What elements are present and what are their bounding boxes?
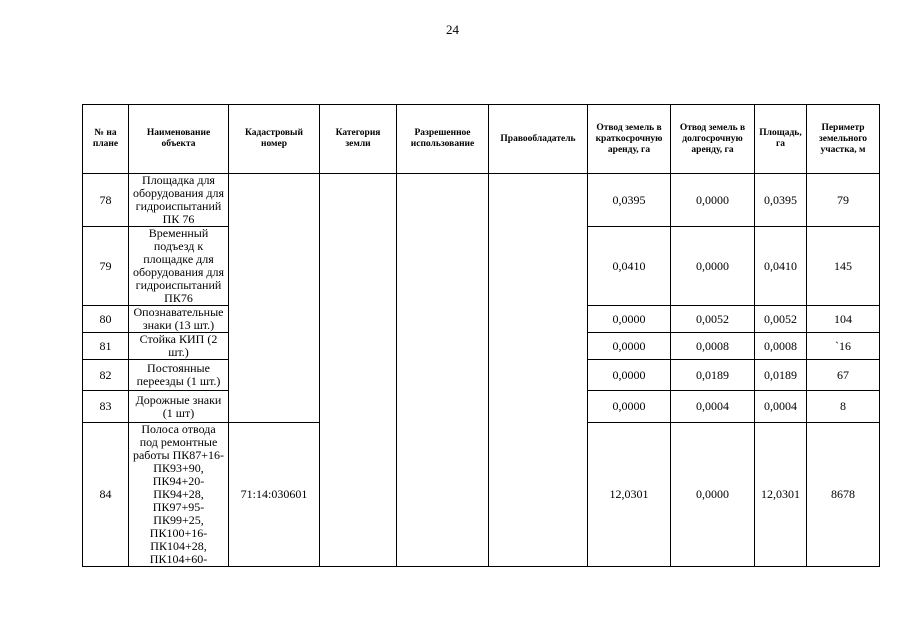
row-long-lease: 0,0004 [671,391,755,423]
header-permitted-use: Разрешенное использование [397,105,489,174]
row-area: 0,0052 [755,306,807,333]
row-short-lease: 0,0000 [588,333,671,360]
row-num: 79 [83,227,129,306]
row-short-lease: 12,0301 [588,423,671,567]
row-perimeter: 8678 [807,423,880,567]
row-long-lease: 0,0052 [671,306,755,333]
row-name: Опознавательные знаки (13 шт.) [129,306,229,333]
row-short-lease: 0,0410 [588,227,671,306]
permitted-use-cell [397,174,489,567]
row-name: Дорожные знаки (1 шт) [129,391,229,423]
row-perimeter: 79 [807,174,880,227]
row-area: 0,0008 [755,333,807,360]
row-num: 83 [83,391,129,423]
row-name: Площадка для оборудования для гидроиспытаний ПК 76 [129,174,229,227]
row-name: Полоса отвода под ремонтные работы ПК87+16-ПК93+90, ПК94+20-ПК94+28, ПК97+95-ПК99+25, ПК100+16-ПК104+28, ПК104+60- [129,423,229,567]
row-perimeter: 8 [807,391,880,423]
header-category: Категория земли [320,105,397,174]
row-perimeter: 145 [807,227,880,306]
row-short-lease: 0,0000 [588,360,671,391]
row-long-lease: 0,0000 [671,227,755,306]
row-long-lease: 0,0000 [671,423,755,567]
header-cadastral: Кадастровый номер [229,105,320,174]
header-perimeter: Периметр земельного участка, м [807,105,880,174]
row-perimeter: 104 [807,306,880,333]
owner-cell [489,174,588,567]
land-allocation-table [82,104,880,567]
row-long-lease: 0,0008 [671,333,755,360]
row-area: 0,0410 [755,227,807,306]
row-perimeter: 67 [807,360,880,391]
cadastral-cell [229,174,320,423]
row-perimeter: `16 [807,333,880,360]
row-short-lease: 0,0000 [588,306,671,333]
row-num: 82 [83,360,129,391]
row-long-lease: 0,0189 [671,360,755,391]
table-header-row [83,105,880,174]
row-num: 78 [83,174,129,227]
row-area: 0,0004 [755,391,807,423]
category-cell [320,174,397,567]
table-row [83,174,880,227]
row-num: 84 [83,423,129,567]
row-short-lease: 0,0000 [588,391,671,423]
header-name: Наименование объекта [129,105,229,174]
row-short-lease: 0,0395 [588,174,671,227]
row-name: Стойка КИП (2 шт.) [129,333,229,360]
row-name: Временный подъезд к площадке для оборудования для гидроиспытаний ПК76 [129,227,229,306]
row-num: 81 [83,333,129,360]
row-area: 0,0395 [755,174,807,227]
header-owner: Правообладатель [489,105,588,174]
header-num: № на плане [83,105,129,174]
row-area: 0,0189 [755,360,807,391]
row-area: 12,0301 [755,423,807,567]
header-area: Площадь, га [755,105,807,174]
row-num: 80 [83,306,129,333]
header-long-lease: Отвод земель в долгосрочную аренду, га [671,105,755,174]
row-long-lease: 0,0000 [671,174,755,227]
row-name: Постоянные переезды (1 шт.) [129,360,229,391]
page-number: 24 [446,22,459,37]
cadastral-number: 71:14:030601 [229,423,320,567]
header-short-lease: Отвод земель в краткосрочную аренду, га [588,105,671,174]
